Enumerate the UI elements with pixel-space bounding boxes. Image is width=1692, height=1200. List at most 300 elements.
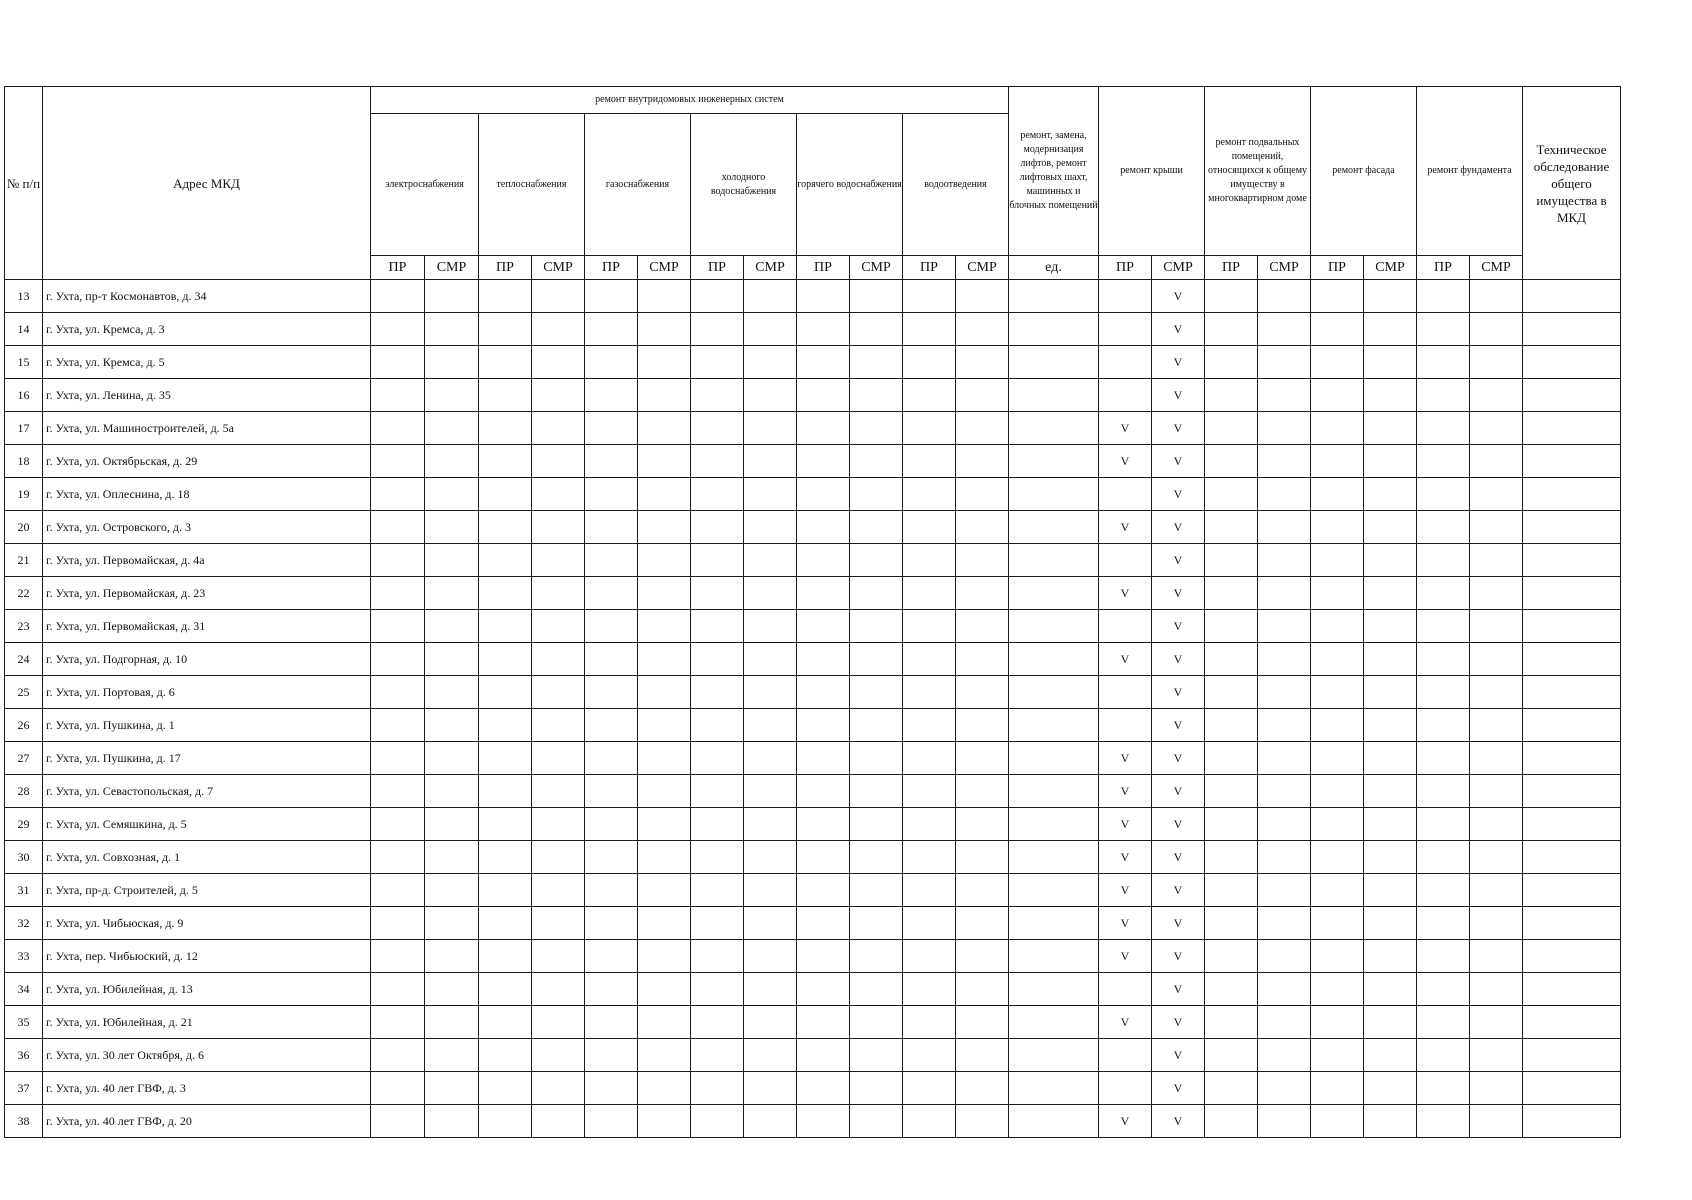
header-heating: теплоснабжения xyxy=(479,114,585,256)
empty-cell xyxy=(585,577,638,610)
empty-cell xyxy=(1205,445,1258,478)
empty-cell xyxy=(1470,643,1523,676)
empty-cell xyxy=(903,775,956,808)
empty-cell xyxy=(1417,973,1470,1006)
empty-cell xyxy=(797,478,850,511)
empty-cell xyxy=(797,874,850,907)
row-number: 29 xyxy=(5,808,43,841)
empty-cell xyxy=(371,445,425,478)
row-address: г. Ухта, ул. Машиностроителей, д. 5а xyxy=(43,412,371,445)
empty-cell xyxy=(1258,676,1311,709)
empty-cell xyxy=(956,478,1009,511)
empty-cell xyxy=(1523,841,1621,874)
empty-cell xyxy=(638,379,691,412)
empty-cell xyxy=(371,742,425,775)
table-row xyxy=(5,346,1621,379)
header-drainage-pr: ПР xyxy=(903,256,956,280)
empty-cell xyxy=(1523,676,1621,709)
empty-cell xyxy=(585,907,638,940)
empty-cell xyxy=(850,280,903,313)
empty-cell xyxy=(1523,1006,1621,1039)
empty-cell xyxy=(903,1072,956,1105)
table-row xyxy=(5,676,1621,709)
empty-cell xyxy=(1417,643,1470,676)
roof-pr-mark xyxy=(1099,709,1152,742)
empty-cell xyxy=(1523,1039,1621,1072)
empty-cell xyxy=(371,676,425,709)
empty-cell xyxy=(1364,643,1417,676)
empty-cell xyxy=(1205,775,1258,808)
empty-cell xyxy=(1311,577,1364,610)
empty-cell xyxy=(425,742,479,775)
empty-cell xyxy=(479,808,532,841)
table-row xyxy=(5,973,1621,1006)
header-cold-water-smr: СМР xyxy=(744,256,797,280)
empty-cell xyxy=(1258,511,1311,544)
empty-cell xyxy=(371,544,425,577)
empty-cell xyxy=(1009,1105,1099,1138)
empty-cell xyxy=(744,1039,797,1072)
empty-cell xyxy=(1009,478,1099,511)
empty-cell xyxy=(1523,709,1621,742)
header-elevators: ремонт, замена, модернизация лифтов, ремонт лифтовых шахт, машинных и блочных помещений xyxy=(1009,87,1099,256)
empty-cell xyxy=(1258,445,1311,478)
header-inspection: Техническое обследование общего имущества в МКД xyxy=(1523,87,1621,280)
row-address: г. Ухта, ул. Подгорная, д. 10 xyxy=(43,643,371,676)
empty-cell xyxy=(903,1105,956,1138)
empty-cell xyxy=(479,940,532,973)
table-row xyxy=(5,808,1621,841)
empty-cell xyxy=(1009,379,1099,412)
empty-cell xyxy=(371,1006,425,1039)
empty-cell xyxy=(479,676,532,709)
empty-cell xyxy=(532,478,585,511)
empty-cell xyxy=(1311,511,1364,544)
empty-cell xyxy=(1470,676,1523,709)
empty-cell xyxy=(744,1072,797,1105)
empty-cell xyxy=(691,280,744,313)
empty-cell xyxy=(479,907,532,940)
empty-cell xyxy=(1205,841,1258,874)
empty-cell xyxy=(691,841,744,874)
empty-cell xyxy=(425,1039,479,1072)
empty-cell xyxy=(479,478,532,511)
empty-cell xyxy=(850,577,903,610)
empty-cell xyxy=(1523,907,1621,940)
row-address: г. Ухта, ул. Ленина, д. 35 xyxy=(43,379,371,412)
empty-cell xyxy=(585,1039,638,1072)
roof-smr-mark: V xyxy=(1152,445,1205,478)
empty-cell xyxy=(585,940,638,973)
empty-cell xyxy=(850,478,903,511)
table-row xyxy=(5,1006,1621,1039)
header-facade: ремонт фасада xyxy=(1311,87,1417,256)
roof-smr-mark: V xyxy=(1152,742,1205,775)
roof-smr-mark: V xyxy=(1152,1006,1205,1039)
empty-cell xyxy=(638,1105,691,1138)
empty-cell xyxy=(425,808,479,841)
empty-cell xyxy=(956,1006,1009,1039)
empty-cell xyxy=(797,379,850,412)
empty-cell xyxy=(1311,610,1364,643)
header-gas-smr: СМР xyxy=(638,256,691,280)
empty-cell xyxy=(956,346,1009,379)
empty-cell xyxy=(797,1006,850,1039)
empty-cell xyxy=(371,841,425,874)
empty-cell xyxy=(425,973,479,1006)
empty-cell xyxy=(850,346,903,379)
empty-cell xyxy=(797,742,850,775)
roof-smr-mark: V xyxy=(1152,544,1205,577)
empty-cell xyxy=(638,1006,691,1039)
empty-cell xyxy=(691,940,744,973)
empty-cell xyxy=(1205,412,1258,445)
empty-cell xyxy=(371,379,425,412)
empty-cell xyxy=(371,280,425,313)
empty-cell xyxy=(585,742,638,775)
table-row xyxy=(5,313,1621,346)
empty-cell xyxy=(797,643,850,676)
empty-cell xyxy=(638,874,691,907)
empty-cell xyxy=(903,280,956,313)
empty-cell xyxy=(691,610,744,643)
empty-cell xyxy=(1364,940,1417,973)
empty-cell xyxy=(425,1006,479,1039)
row-number: 15 xyxy=(5,346,43,379)
empty-cell xyxy=(585,445,638,478)
table-row xyxy=(5,709,1621,742)
empty-cell xyxy=(371,577,425,610)
table-row xyxy=(5,1072,1621,1105)
roof-smr-mark: V xyxy=(1152,874,1205,907)
empty-cell xyxy=(1417,808,1470,841)
table-row xyxy=(5,577,1621,610)
empty-cell xyxy=(479,511,532,544)
header-basement-smr: СМР xyxy=(1258,256,1311,280)
empty-cell xyxy=(638,643,691,676)
empty-cell xyxy=(903,907,956,940)
empty-cell xyxy=(850,511,903,544)
empty-cell xyxy=(956,379,1009,412)
empty-cell xyxy=(903,1006,956,1039)
row-address: г. Ухта, ул. Юбилейная, д. 13 xyxy=(43,973,371,1006)
empty-cell xyxy=(1311,313,1364,346)
empty-cell xyxy=(1470,1006,1523,1039)
empty-cell xyxy=(532,676,585,709)
empty-cell xyxy=(1009,511,1099,544)
empty-cell xyxy=(903,643,956,676)
empty-cell xyxy=(903,511,956,544)
empty-cell xyxy=(691,709,744,742)
empty-cell xyxy=(956,313,1009,346)
empty-cell xyxy=(1205,544,1258,577)
row-number: 38 xyxy=(5,1105,43,1138)
empty-cell xyxy=(1009,577,1099,610)
table-row xyxy=(5,841,1621,874)
empty-cell xyxy=(1205,973,1258,1006)
empty-cell xyxy=(744,1105,797,1138)
empty-cell xyxy=(903,808,956,841)
empty-cell xyxy=(1470,610,1523,643)
roof-pr-mark: V xyxy=(1099,1105,1152,1138)
row-address: г. Ухта, ул. Семяшкина, д. 5 xyxy=(43,808,371,841)
empty-cell xyxy=(903,610,956,643)
empty-cell xyxy=(1364,346,1417,379)
row-address: г. Ухта, ул. Первомайская, д. 4а xyxy=(43,544,371,577)
header-drainage-smr: СМР xyxy=(956,256,1009,280)
empty-cell xyxy=(797,445,850,478)
roof-smr-mark: V xyxy=(1152,1072,1205,1105)
empty-cell xyxy=(1523,511,1621,544)
empty-cell xyxy=(797,313,850,346)
empty-cell xyxy=(585,1105,638,1138)
empty-cell xyxy=(371,808,425,841)
roof-pr-mark xyxy=(1099,313,1152,346)
empty-cell xyxy=(1009,1072,1099,1105)
empty-cell xyxy=(956,1039,1009,1072)
empty-cell xyxy=(956,973,1009,1006)
empty-cell xyxy=(638,577,691,610)
empty-cell xyxy=(1470,742,1523,775)
empty-cell xyxy=(1311,478,1364,511)
empty-cell xyxy=(1311,643,1364,676)
empty-cell xyxy=(1258,709,1311,742)
empty-cell xyxy=(638,445,691,478)
empty-cell xyxy=(956,1105,1009,1138)
empty-cell xyxy=(1364,874,1417,907)
row-number: 14 xyxy=(5,313,43,346)
empty-cell xyxy=(1364,1105,1417,1138)
empty-cell xyxy=(850,709,903,742)
roof-pr-mark xyxy=(1099,280,1152,313)
empty-cell xyxy=(903,940,956,973)
empty-cell xyxy=(1523,280,1621,313)
empty-cell xyxy=(1523,874,1621,907)
empty-cell xyxy=(1009,643,1099,676)
empty-cell xyxy=(479,973,532,1006)
table-row xyxy=(5,1105,1621,1138)
header-basement-pr: ПР xyxy=(1205,256,1258,280)
empty-cell xyxy=(1311,742,1364,775)
empty-cell xyxy=(479,379,532,412)
empty-cell xyxy=(691,313,744,346)
empty-cell xyxy=(691,511,744,544)
empty-cell xyxy=(1470,775,1523,808)
empty-cell xyxy=(371,610,425,643)
empty-cell xyxy=(850,610,903,643)
empty-cell xyxy=(1311,346,1364,379)
empty-cell xyxy=(638,313,691,346)
empty-cell xyxy=(532,643,585,676)
empty-cell xyxy=(425,775,479,808)
roof-pr-mark: V xyxy=(1099,841,1152,874)
empty-cell xyxy=(1364,742,1417,775)
empty-cell xyxy=(1470,709,1523,742)
roof-pr-mark: V xyxy=(1099,775,1152,808)
empty-cell xyxy=(691,643,744,676)
empty-cell xyxy=(1009,445,1099,478)
empty-cell xyxy=(744,676,797,709)
empty-cell xyxy=(371,478,425,511)
empty-cell xyxy=(850,1006,903,1039)
empty-cell xyxy=(1258,313,1311,346)
row-address: г. Ухта, ул. 40 лет ГВФ, д. 3 xyxy=(43,1072,371,1105)
table-row xyxy=(5,544,1621,577)
empty-cell xyxy=(1523,544,1621,577)
empty-cell xyxy=(956,511,1009,544)
empty-cell xyxy=(371,907,425,940)
empty-cell xyxy=(371,709,425,742)
empty-cell xyxy=(1311,775,1364,808)
row-address: г. Ухта, ул. Кремса, д. 3 xyxy=(43,313,371,346)
row-number: 17 xyxy=(5,412,43,445)
table-row xyxy=(5,478,1621,511)
empty-cell xyxy=(585,280,638,313)
empty-cell xyxy=(1364,1006,1417,1039)
empty-cell xyxy=(425,379,479,412)
empty-cell xyxy=(744,1006,797,1039)
empty-cell xyxy=(1417,709,1470,742)
empty-cell xyxy=(585,511,638,544)
roof-smr-mark: V xyxy=(1152,412,1205,445)
empty-cell xyxy=(479,841,532,874)
empty-cell xyxy=(744,841,797,874)
roof-pr-mark xyxy=(1099,379,1152,412)
header-foundation-pr: ПР xyxy=(1417,256,1470,280)
empty-cell xyxy=(1311,280,1364,313)
empty-cell xyxy=(1311,808,1364,841)
empty-cell xyxy=(1364,511,1417,544)
empty-cell xyxy=(425,445,479,478)
empty-cell xyxy=(425,676,479,709)
empty-cell xyxy=(1311,1072,1364,1105)
empty-cell xyxy=(797,412,850,445)
empty-cell xyxy=(585,379,638,412)
empty-cell xyxy=(956,544,1009,577)
empty-cell xyxy=(1417,841,1470,874)
empty-cell xyxy=(744,445,797,478)
row-number: 33 xyxy=(5,940,43,973)
empty-cell xyxy=(425,1072,479,1105)
header-facade-pr: ПР xyxy=(1311,256,1364,280)
empty-cell xyxy=(585,808,638,841)
empty-cell xyxy=(1205,313,1258,346)
empty-cell xyxy=(1417,544,1470,577)
empty-cell xyxy=(903,973,956,1006)
empty-cell xyxy=(1311,874,1364,907)
empty-cell xyxy=(371,1105,425,1138)
empty-cell xyxy=(1470,841,1523,874)
capital-repair-table-container xyxy=(4,86,1621,1138)
empty-cell xyxy=(479,1006,532,1039)
empty-cell xyxy=(425,940,479,973)
empty-cell xyxy=(479,1039,532,1072)
empty-cell xyxy=(956,577,1009,610)
header-cold-water: холодного водоснабжения xyxy=(691,114,797,256)
row-number: 34 xyxy=(5,973,43,1006)
empty-cell xyxy=(371,313,425,346)
empty-cell xyxy=(1258,874,1311,907)
empty-cell xyxy=(903,742,956,775)
empty-cell xyxy=(691,973,744,1006)
empty-cell xyxy=(850,874,903,907)
row-address: г. Ухта, ул. Пушкина, д. 1 xyxy=(43,709,371,742)
empty-cell xyxy=(1009,544,1099,577)
empty-cell xyxy=(744,478,797,511)
empty-cell xyxy=(744,379,797,412)
empty-cell xyxy=(691,742,744,775)
empty-cell xyxy=(797,544,850,577)
empty-cell xyxy=(797,577,850,610)
roof-pr-mark: V xyxy=(1099,445,1152,478)
empty-cell xyxy=(903,544,956,577)
empty-cell xyxy=(532,379,585,412)
empty-cell xyxy=(744,610,797,643)
empty-cell xyxy=(1364,445,1417,478)
empty-cell xyxy=(638,709,691,742)
empty-cell xyxy=(1205,1006,1258,1039)
empty-cell xyxy=(585,1072,638,1105)
row-address: г. Ухта, ул. Пушкина, д. 17 xyxy=(43,742,371,775)
empty-cell xyxy=(1258,940,1311,973)
empty-cell xyxy=(1523,379,1621,412)
empty-cell xyxy=(1470,1105,1523,1138)
empty-cell xyxy=(1364,676,1417,709)
empty-cell xyxy=(1364,1072,1417,1105)
empty-cell xyxy=(1009,973,1099,1006)
empty-cell xyxy=(479,709,532,742)
empty-cell xyxy=(638,1039,691,1072)
row-address: г. Ухта, ул. 40 лет ГВФ, д. 20 xyxy=(43,1105,371,1138)
header-hot-water: горячего водоснабжения xyxy=(797,114,903,256)
empty-cell xyxy=(1364,709,1417,742)
empty-cell xyxy=(1311,544,1364,577)
empty-cell xyxy=(638,907,691,940)
roof-pr-mark xyxy=(1099,676,1152,709)
empty-cell xyxy=(1311,379,1364,412)
empty-cell xyxy=(479,1072,532,1105)
empty-cell xyxy=(638,841,691,874)
empty-cell xyxy=(691,412,744,445)
empty-cell xyxy=(532,1105,585,1138)
empty-cell xyxy=(1258,775,1311,808)
empty-cell xyxy=(797,280,850,313)
header-facade-smr: СМР xyxy=(1364,256,1417,280)
empty-cell xyxy=(1258,379,1311,412)
row-number: 22 xyxy=(5,577,43,610)
empty-cell xyxy=(532,1039,585,1072)
empty-cell xyxy=(1364,577,1417,610)
empty-cell xyxy=(797,1072,850,1105)
empty-cell xyxy=(1009,412,1099,445)
empty-cell xyxy=(371,874,425,907)
empty-cell xyxy=(691,676,744,709)
header-num: № п/п xyxy=(5,87,43,280)
empty-cell xyxy=(1523,775,1621,808)
empty-cell xyxy=(956,280,1009,313)
empty-cell xyxy=(956,841,1009,874)
empty-cell xyxy=(850,544,903,577)
empty-cell xyxy=(1311,841,1364,874)
roof-pr-mark: V xyxy=(1099,907,1152,940)
empty-cell xyxy=(425,412,479,445)
empty-cell xyxy=(1364,973,1417,1006)
empty-cell xyxy=(1417,940,1470,973)
empty-cell xyxy=(850,1072,903,1105)
empty-cell xyxy=(479,610,532,643)
empty-cell xyxy=(1205,808,1258,841)
row-address: г. Ухта, ул. Оплеснина, д. 18 xyxy=(43,478,371,511)
